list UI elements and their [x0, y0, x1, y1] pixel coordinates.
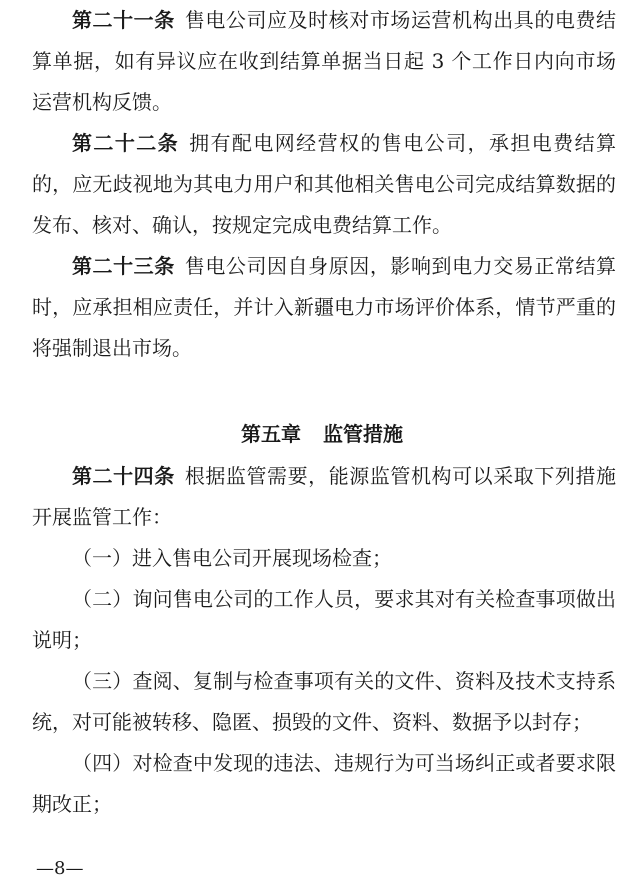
article-23 [32, 246, 616, 369]
article-number: 第二十三条 [72, 254, 175, 278]
article-text: 售电公司应及时核对市场运营机构出具的电费结算单据，如有异议应在收到结算单据当日起 3 个工作日内向市场运营机构反馈。 [32, 8, 617, 114]
article-text: 售电公司因自身原因，影响到电力交易正常结算时，应承担相应责任，并计入新疆电力市场评价体系，情节严重的将强制退出市场。 [32, 254, 617, 360]
article-number: 第二十二条 [72, 131, 180, 155]
article-text: 拥有配电网经营权的售电公司，承担电费结算的，应无歧视地为其电力用户和其他相关售电公司完成结算数据的发布、核对、确认，按规定完成电费结算工作。 [32, 131, 617, 237]
chapter-title: 监管措施 [323, 422, 403, 446]
article-number: 第二十四条 [72, 464, 175, 488]
list-item: （三）查阅、复制与检查事项有关的文件、资料及技术支持系统，对可能被转移、隐匿、损毁的文件、资料、数据予以封存； [32, 669, 616, 734]
article-21 [32, 0, 616, 123]
page-number: —8— [36, 858, 84, 879]
list-item: （四）对检查中发现的违法、违规行为可当场纠正或者要求限期改正； [32, 751, 616, 816]
article-24 [32, 456, 616, 538]
article-number: 第二十一条 [72, 8, 175, 32]
article-text: 根据监管需要，能源监管机构可以采取下列措施开展监管工作： [32, 464, 617, 529]
chapter-heading [0, 418, 644, 447]
list-item: （二）询问售电公司的工作人员，要求其对有关检查事项做出说明； [32, 587, 616, 652]
article-22 [32, 123, 616, 246]
list-item: （一）进入售电公司开展现场检查； [72, 546, 392, 570]
chapter-number: 第五章 [241, 422, 301, 446]
